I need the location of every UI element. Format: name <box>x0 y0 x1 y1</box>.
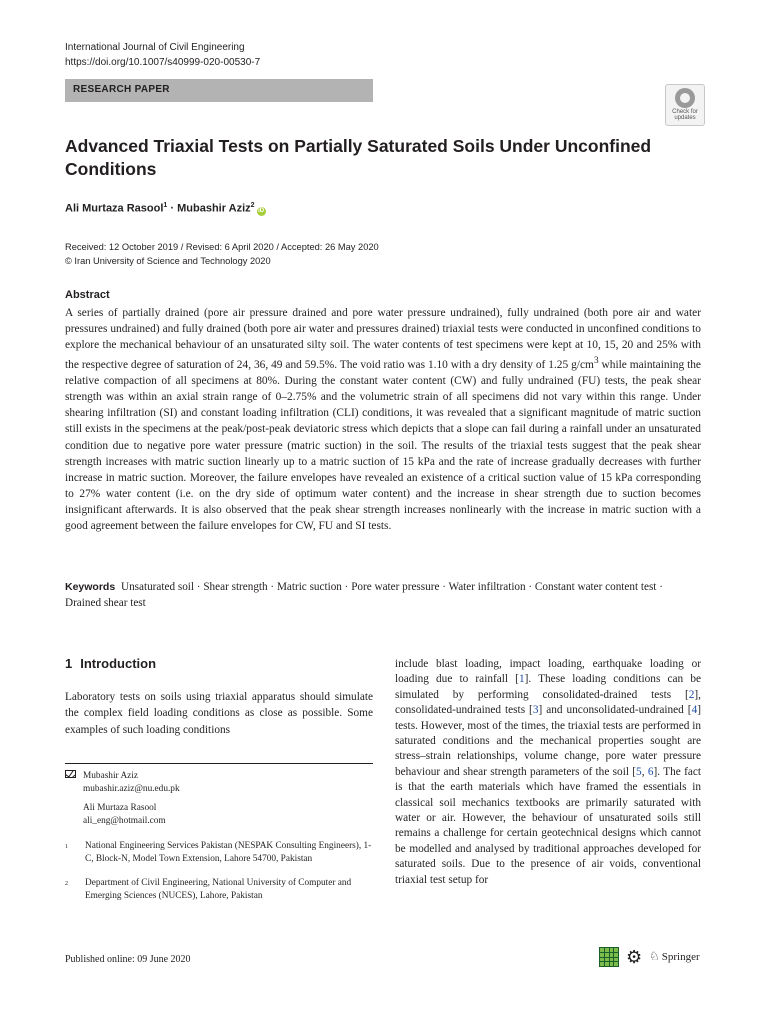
superscript: 3 <box>593 356 599 367</box>
springer-logo <box>649 949 700 964</box>
article-type-badge <box>65 79 373 102</box>
footnotes <box>65 770 373 903</box>
text-run: ] and unconsolidated-undrained [ <box>538 704 692 717</box>
text-run: ], consolidated-undrained tests [ <box>395 688 701 717</box>
article-history <box>65 240 379 268</box>
affiliation-mark: 1 <box>163 202 168 209</box>
text-run: ] tests. However, most of the times, the triaxial tests are performed in saturated conditions and the mechanical properties sought are stress–strain relationships, volume change, pore water pressure behaviour and shear strength parameters of the soil [ <box>395 704 701 778</box>
affiliation-mark: 2 <box>250 202 255 209</box>
text-run: ]. These loading conditions can be simulated by performing consolidated-drained tests [ <box>395 673 701 701</box>
contact-name: Mubashir Aziz <box>83 771 138 781</box>
affiliation-mark: 2 <box>65 881 68 887</box>
springer-horse-icon: ♘ <box>649 949 660 963</box>
contact-block <box>65 770 373 828</box>
abstract-text-part: A series of partially drained (pore air pressure drained and pore water pressure undrained), fully undrained (both pore air and water pressures undrained) and fully drained (both pore air water and pressures drained) triaxial tests were conducted in unconfined conditions to explore the mechanical behaviour of an unsaturated silty soil. The water contents of test specimens were kept at 10, 15, 20 and 25% with the respective degree of saturation of 24, 36, 49 and 59.5%. The void ratio was 1.10 with a dry density of 1.25 g/cm <box>65 307 701 372</box>
footnote-divider <box>65 763 373 764</box>
section-number: 1 <box>65 656 73 671</box>
abstract-text <box>65 305 701 534</box>
affiliation-item <box>65 840 373 866</box>
citation-link[interactable]: 2 <box>688 688 695 701</box>
text-run: ]. The fact is that the earth materials which have framed the essentials in classical soil mechanics textbooks are primarily saturated with water or air. However, the behaviour of unsaturated soils still remains a challenge for certain geotechnical designs which cannot be modelled and analysed by traditional approaches developed for saturated soils. Due to the presence of air voids, conventional triaxial test setup for <box>395 765 701 886</box>
history-dates: Received: 12 October 2019 / Revised: 6 April 2020 / Accepted: 26 May 2020 <box>65 242 379 252</box>
keywords-list: Unsaturated soil · Shear strength · Matric suction · Pore water pressure · Water infiltration · Constant water content test · Drained shear test <box>65 581 663 609</box>
keywords-block <box>65 579 701 611</box>
email-envelope-icon <box>65 770 76 783</box>
published-date: Published online: 09 June 2020 <box>65 954 191 965</box>
check-for-updates-button[interactable] <box>665 84 705 126</box>
citation-link[interactable]: 6 <box>647 765 654 778</box>
journal-header <box>65 40 260 70</box>
publisher-name: Springer <box>661 951 700 963</box>
journal-logo-icon <box>599 947 619 967</box>
citation-link[interactable]: 1 <box>518 673 525 686</box>
check-updates-label: Check for updates <box>672 109 698 121</box>
journal-name: International Journal of Civil Engineering <box>65 42 245 53</box>
text-run: include blast loading, impact loading, earthquake loading or loading due to rainfall [ <box>395 658 701 686</box>
contact-email[interactable]: mubashir.aziz@nu.edu.pk <box>83 784 180 794</box>
orcid-icon[interactable]: iD <box>258 207 265 214</box>
society-emblem-icon: ⚙ <box>626 947 643 967</box>
paper-title: Advanced Triaxial Tests on Partially Saturated Soils Under Unconfined Conditions <box>65 136 652 179</box>
copyright-line: © Iran University of Science and Technology 2020 <box>65 256 271 266</box>
citation-link[interactable]: 5 <box>636 765 642 778</box>
body-paragraph <box>395 657 701 888</box>
citation-link[interactable]: 4 <box>691 704 698 717</box>
section-title: Introduction <box>80 656 157 671</box>
affiliation-text: Department of Civil Engineering, National University of Computer and Emerging Sciences (NUCES), Lahore, Pakistan <box>85 878 352 901</box>
affiliation-text: National Engineering Services Pakistan (NESPAK Consulting Engineers), 1-C, Block-N, Model Town Extension, Lahore 54700, Pakistan <box>85 841 372 864</box>
affiliation-item <box>65 877 373 903</box>
affiliation-mark: 1 <box>65 844 68 850</box>
abstract-heading: Abstract <box>65 289 110 301</box>
abstract-text-part: while maintaining the relative compaction of all specimens at 80%. During the constant water content (CW) and fully undrained (FU) tests, the peak shear strength was within an axial strain range of 0–2.75% and the volumetric strain of all specimens did not vary within this range. Under shearing infiltration (SI) and constant loading infiltration (CLI) conditions, it was revealed that a significant magnitude of matric suction still exists in the specimens at the peak/post-peak deviatoric stress which depicts that a slope can fail during a rainfall under an unsaturated condition due to negative pore water pressure (matric suction) in the soil. The results of the triaxial tests suggest that the peak shear strength increases with matric suction linearly up to a matric suction of 15 kPa and the rate of increase gradually decreases with further increase in matric suction. Moreover, the failure envelopes have revealed an existence of a critical suction value of 15 kPa corresponding to 27% water content (i.e. on the dry side of optimum water content) and the increase in shear strength due to suction becomes insignificant afterwards. It is also observed that the peak shear strength increases nonlinearly with the increase in matric suction with a good agreement between the failure envelopes for CW, FU and SI tests. <box>65 359 701 533</box>
body-paragraph: Laboratory tests on soils using triaxial apparatus should simulate the complex field loading conditions as close as possible. Some examples of such loading conditions <box>65 691 373 736</box>
coauthor-name: Ali Murtaza Rasool <box>83 803 157 813</box>
author-name[interactable]: Mubashir Aziz <box>177 202 251 215</box>
author-line <box>65 202 266 216</box>
author-name[interactable]: Ali Murtaza Rasool <box>65 202 164 215</box>
doi-link[interactable]: https://doi.org/10.1007/s40999-020-00530-7 <box>65 57 261 68</box>
keywords-label: Keywords <box>65 581 116 593</box>
text-run: , <box>641 765 648 778</box>
author-separator: · <box>170 202 175 215</box>
article-type-label: RESEARCH PAPER <box>73 84 170 95</box>
section-heading <box>65 656 156 671</box>
citation-link[interactable]: 3 <box>532 704 539 717</box>
check-updates-icon <box>675 88 695 108</box>
coauthor-email[interactable]: ali_eng@hotmail.com <box>83 816 166 826</box>
